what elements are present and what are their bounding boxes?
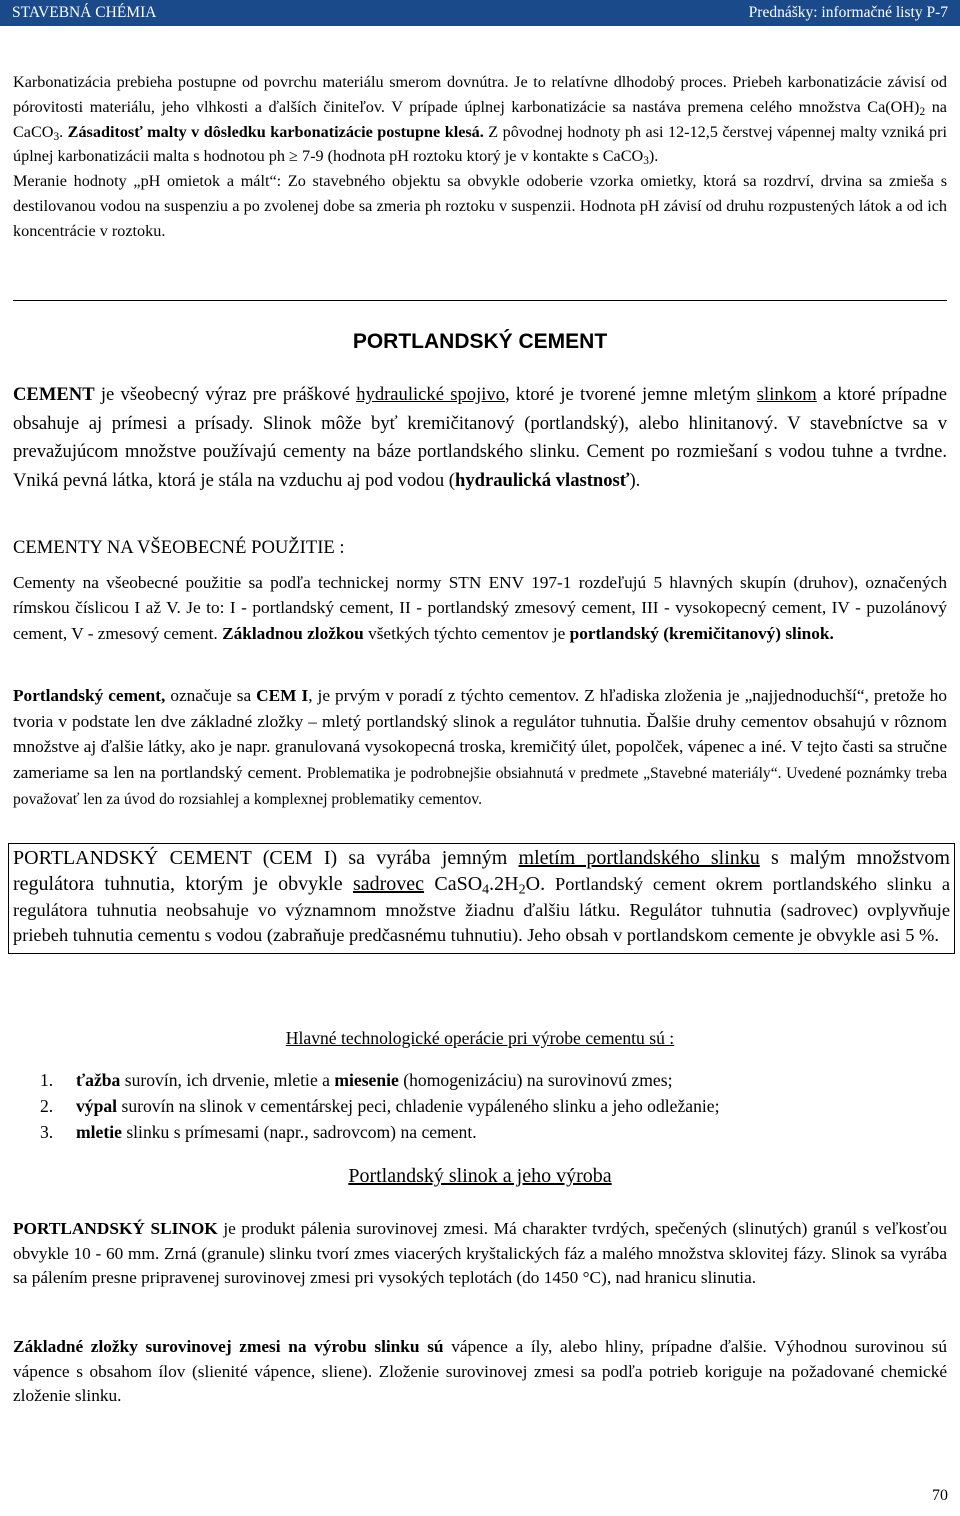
cement-definition: CEMENT je všeobecný výraz pre práškové hydraulické spojivo, ktoré je tvorené jemne mletým slinkom a ktoré prípadne obsahuje aj prímesi a prísady. Slinok môže byť kremičitanový (portlandský), alebo hlinitanový. V stavebníctve sa v prevažujúcom množstve používajú cementy na báze portlandského slinku. Cement po rozmiešaní s vodou tuhne a tvrdne. Vniká pevná látka, ktorá je stála na vzduchu aj pod vodou (hydraulická vlastnosť). <box>13 384 947 491</box>
list-item: 2. výpal surovín na slinok v cementárskej peci, chladenie vypáleného slinku a jeho odležanie; <box>40 1096 720 1117</box>
raw-materials-paragraph: Základné zložky surovinovej zmesi na výrobu slinku sú vápence a íly, alebo hliny, prípadne ďalšie. Výhodnou surovinou sú vápence s obsahom ílov (slienité vápence, sliene). Zloženie surovinovej zmesi sa podľa potrieb koriguje na požadované chemické zloženie slinku. <box>13 1337 948 1406</box>
technology-operations-heading: Hlavné technologické operácie pri výrobe cementu sú : <box>285 1028 675 1048</box>
ph-measurement-paragraph: Meranie hodnoty „pH omietok a mált“: Zo stavebného objektu sa obvykle odoberie vzorka omietky, ktorá sa rozdrví, drvina sa zmieša s destilovanou vodou na suspenziu a po zvolenej dobe sa zmeria ph roztoku v suspenzii. Hodnota pH závisí od druhu rozpustených látok a od ich koncentrácie v roztoku. <box>13 172 947 240</box>
portland-cement-paragraph: Portlandský cement, označuje sa CEM I, je prvým v poradí z týchto cementov. Z hľadiska zloženia je „najjednoduchší“, pretože ho tvoria v podstate len dve základné zložky – mletý portlandský slinok a regulátor tuhnutia. Ďalšie druhy cementov obsahujú v rôznom množstve aj ďalšie látky, ako je napr. granulovaná vysokopecná troska, kremičitý úlet, popolček, vápenec a iné. V tejto časti sa stručne zameriame sa len na portlandský cement. Problematika je podrobnejšie obsiahnutá v predmete „Stavebné materiály“. Uvedené poznámky treba považovať len za úvod do rozsiahlej a komplexnej problematiky cementov. <box>13 686 947 809</box>
gypsum-term: sadrovec <box>352 872 425 895</box>
carbonation-paragraph: Karbonatizácia prebieha postupne od povrchu materiálu smerom dovnútra. Je to relatívne dlhodobý proces. Priebeh karbonatizácie závisí od pórovitosti materiálu, jeho vlhkosti a ďalších činiteľov. V prípade úplnej karbonatizácie sa nastáva premena celého množstva $Ca(OH)_2$ na CaCO$_3$. Zásaditosť malty v dôsledku karbonatizácie postupne klesá. Z pôvodnej hodnoty ph asi 12-12,5 čerstvej vápennej malty vzniká pri úplnej karbonatizácii malta s hodnotou ph ≥ 7-9 (hodnota pH roztoku ktorý je v kontakte s CaCO$_3$). <box>13 73 947 168</box>
clinker-paragraph: PORTLANDSKÝ SLINOK je produkt pálenia surovinovej zmesi. Má charakter tvrdých, spečených (slinutých) granúl s veľkosťou obvykle 10 - 60 mm. Zrná (granule) slinku tvorí zmes viacerých kryštalických fáz a malého množstva sklovitej fázy. Slinok sa vyrába sa pálením presne pripravenej surovinovej zmesi pri vysokých teplotách (do 1450 °C), nad hranicu slinutia. <box>13 1219 947 1288</box>
lecture-label: Prednášky: informačné listy P-7 <box>748 4 948 21</box>
page-number: 70 <box>932 1487 948 1504</box>
operations-list <box>40 1067 940 1146</box>
clinker-production-heading: Portlandský slinok a jeho výroba <box>348 1165 612 1187</box>
portland-cement-heading: PORTLANDSKÝ CEMENT <box>352 330 608 353</box>
alkalinity-note: Zásaditosť malty v dôsledku karbonatizácie postupne klesá. <box>67 122 484 141</box>
course-title: STAVEBNÁ CHÉMIA <box>12 4 157 21</box>
clinker-grinding-term: mletím portlandského slinku <box>518 847 760 869</box>
intro-section <box>13 70 947 244</box>
list-item: 1. ťažba surovín, ich drvenie, mletie a miesenie (homogenizáciu) na surovinovú zmes; <box>40 1070 673 1090</box>
page-header <box>0 0 960 26</box>
section-divider <box>13 300 947 301</box>
general-use-paragraph: Cementy na všeobecné použitie sa podľa technickej normy STN ENV 197-1 rozdeľujú 5 hlavných skupín (druhov), označených rímskou číslicou I až V. Je to: I - portlandský cement, II - portlandský zmesový cement, III - vysokopecný cement, IV - puzolánový cement, V - zmesový cement. Základnou zložkou všetkých týchto cementov je portlandský (kremičitanový) slinok. <box>13 573 947 643</box>
list-item: 3. mletie slinku s prímesami (napr., sadrovcom) na cement. <box>40 1122 477 1143</box>
portland-cement-definition-box: PORTLANDSKÝ CEMENT (CEM I) sa vyrába jemným mletím portlandského slinku s malým množstvom regulátora tuhnutia, ktorým je obvykle sadrovec $CaSO_4.2H_2O$. Portlandský cement okrem portlandského slinku a regulátora tuhnutia neobsahuje vo významnom množstve žiadnu ďalšiu látku. Regulátor tuhnutia (sadrovec) ovplyvňuje priebeh tuhnutia cementu s vodou (zabraňuje predčasnému tuhnutiu). Jeho obsah v portlandskom cemente je obvykle asi 5 %. <box>8 843 955 954</box>
hydraulic-binder-term: hydraulické spojivo <box>356 384 505 405</box>
general-use-heading: CEMENTY NA VŠEOBECNÉ POUŽITIE : <box>13 537 345 558</box>
clinker-term: slinkom <box>756 384 817 405</box>
